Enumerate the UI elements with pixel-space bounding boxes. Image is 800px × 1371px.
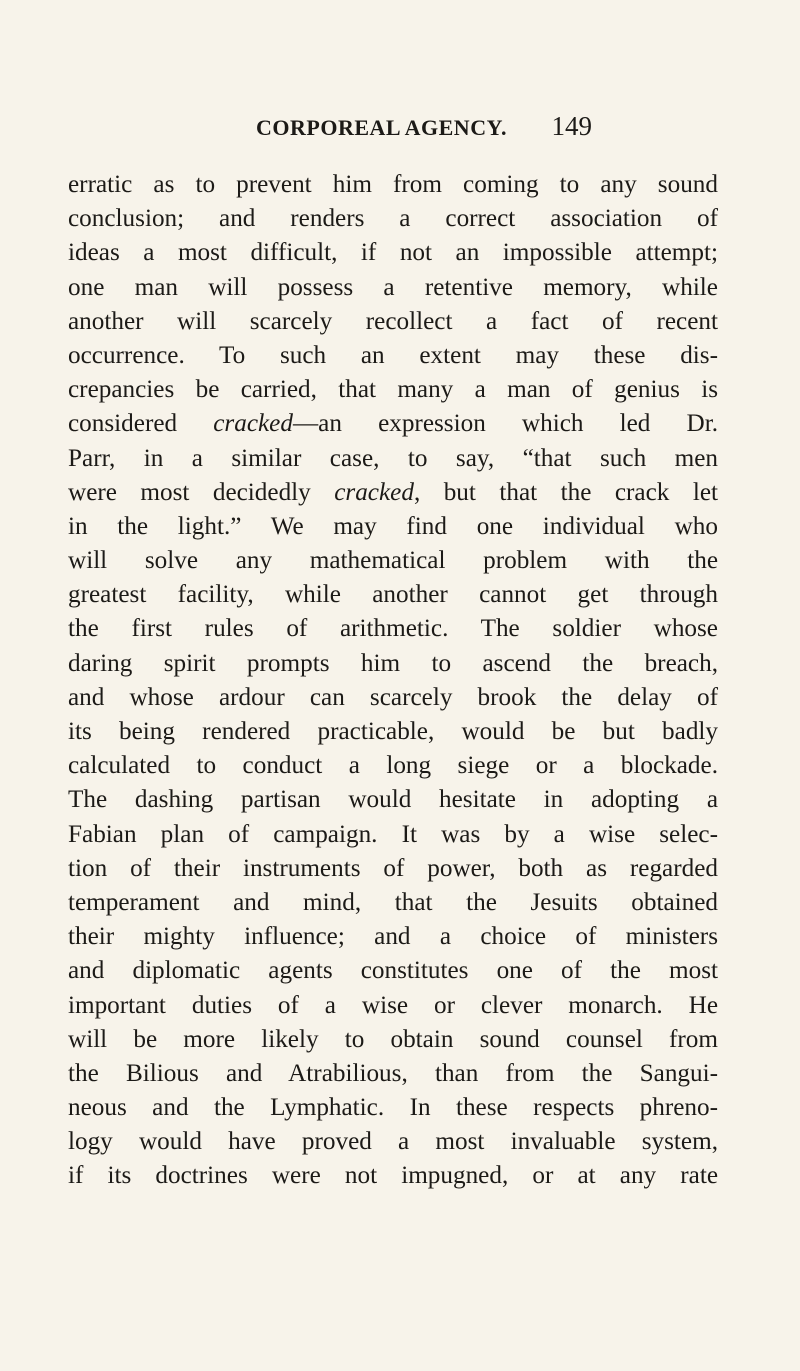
text-line: greatest facility, while another cannot get through — [68, 581, 718, 609]
text-line: will solve any mathematical problem with the — [68, 547, 718, 575]
text-line: Parr, in a similar case, to say, “that such men — [68, 444, 718, 472]
text-line: considered cracked—an expression which led Dr. — [68, 410, 718, 438]
text-line: in the light.” We may find one individual who — [68, 512, 718, 540]
running-head: CORPOREAL AGENCY. — [256, 115, 507, 140]
text-line: Fabian plan of campaign. It was by a wise selec- — [68, 820, 718, 848]
text-line: calculated to conduct a long siege or a blockade. — [68, 752, 718, 780]
text-line: and whose ardour can scarcely brook the delay of — [68, 683, 718, 711]
text-line: one man will possess a retentive memory, while — [68, 273, 718, 301]
text-line: the first rules of arithmetic. The soldier whose — [68, 615, 718, 643]
text-line: important duties of a wise or clever monarch. He — [68, 991, 718, 1019]
text-line: temperament and mind, that the Jesuits obtained — [68, 888, 718, 916]
text-line: another will scarcely recollect a fact of recent — [68, 307, 718, 335]
text-line: occurrence. To such an extent may these dis- — [68, 341, 718, 369]
text-line: conclusion; and renders a correct association of — [68, 205, 718, 233]
text-line: ideas a most difficult, if not an impossible attempt; — [68, 239, 718, 267]
text-line: daring spirit prompts him to ascend the breach, — [68, 649, 718, 677]
text-line: will be more likely to obtain sound counsel from — [68, 1025, 718, 1053]
text-line: crepancies be carried, that many a man of genius is — [68, 376, 718, 404]
page-header — [232, 111, 592, 145]
text-line: neous and the Lymphatic. In these respects phreno- — [68, 1094, 718, 1122]
text-line: tion of their instruments of power, both as regarded — [68, 854, 718, 882]
page-number: 149 — [551, 111, 592, 141]
text-line: logy would have proved a most invaluable system, — [68, 1128, 718, 1156]
text-line: its being rendered practicable, would be but badly — [68, 718, 718, 745]
text-line: and diplomatic agents constitutes one of the most — [68, 957, 718, 985]
text-line: the Bilious and Atrabilious, than from the Sangui- — [68, 1059, 718, 1087]
text-line: The dashing partisan would hesitate in adopting a — [68, 786, 718, 814]
text-line: erratic as to prevent him from coming to any sound — [68, 171, 718, 198]
text-line: their mighty influence; and a choice of ministers — [68, 923, 718, 951]
text-line: were most decidedly cracked, but that the crack let — [68, 478, 718, 506]
body-text — [68, 168, 718, 1194]
text-line: if its doctrines were not impugned, or at any rate — [68, 1162, 718, 1190]
